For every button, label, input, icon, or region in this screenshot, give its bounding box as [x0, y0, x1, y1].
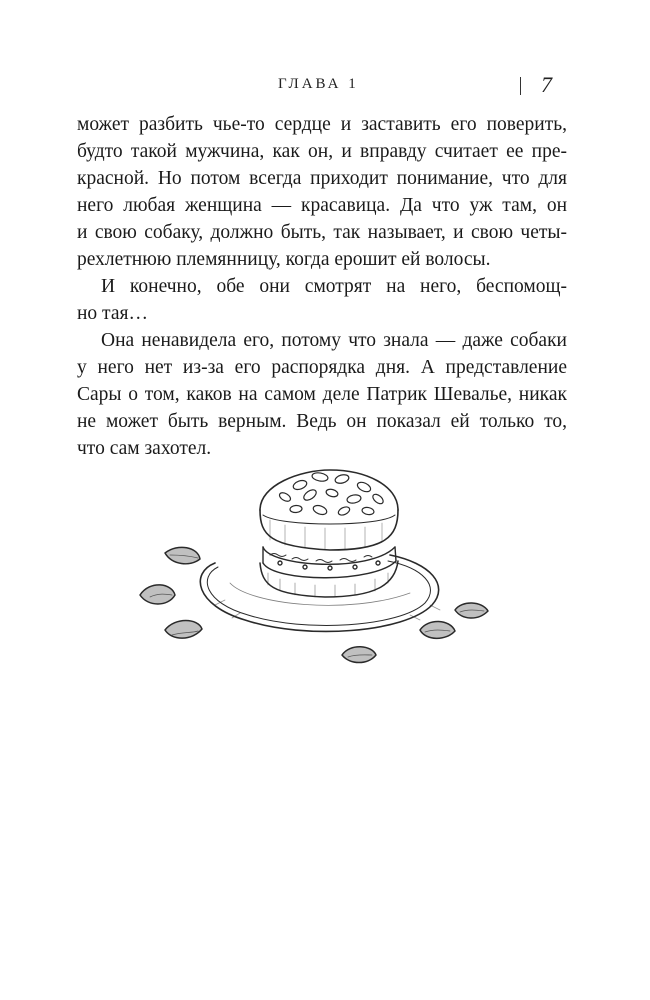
header-divider [520, 77, 521, 95]
text-line: у него нет из-за его распорядка дня. А представление [77, 357, 567, 378]
paragraph-3 [77, 327, 567, 462]
text-line: но тая… [77, 303, 148, 324]
nut-topping [278, 472, 385, 517]
cake-top [260, 470, 398, 550]
text-line: будто такой мужчина, как он, и вправду считает ее пре- [77, 141, 567, 162]
cake-illustration [120, 455, 510, 680]
body-text [77, 111, 567, 462]
text-line: рехлетнюю племянницу, когда ерошит ей волосы. [77, 249, 491, 270]
page-number: 7 [541, 72, 552, 97]
text-line: может разбить чье-то сердце и заставить его поверить, [77, 114, 567, 135]
paragraph-1 [77, 111, 567, 273]
text-line: него любая женщина — красавица. Да что уж там, он [77, 195, 567, 216]
paragraph-2 [77, 273, 567, 327]
text-line: и свою собаку, должно быть, так называет, и свою четы- [77, 222, 567, 243]
plate [200, 555, 440, 631]
text-line: что сам захотел. [77, 438, 212, 459]
text-line: Она ненавидела его, потому что знала — даже собаки [101, 330, 567, 351]
cake-filling [263, 547, 396, 578]
text-line: И конечно, обе они смотрят на него, беспомощ- [101, 276, 567, 297]
text-line: Сары о том, каков на самом деле Патрик Шевалье, никак [77, 384, 567, 405]
text-line: не может быть верным. Ведь он показал ей только то, [77, 411, 567, 432]
chapter-title: ГЛАВА 1 [278, 76, 359, 92]
text-line: красной. Но потом всегда приходит понимание, что для [77, 168, 567, 189]
running-header [0, 74, 650, 104]
